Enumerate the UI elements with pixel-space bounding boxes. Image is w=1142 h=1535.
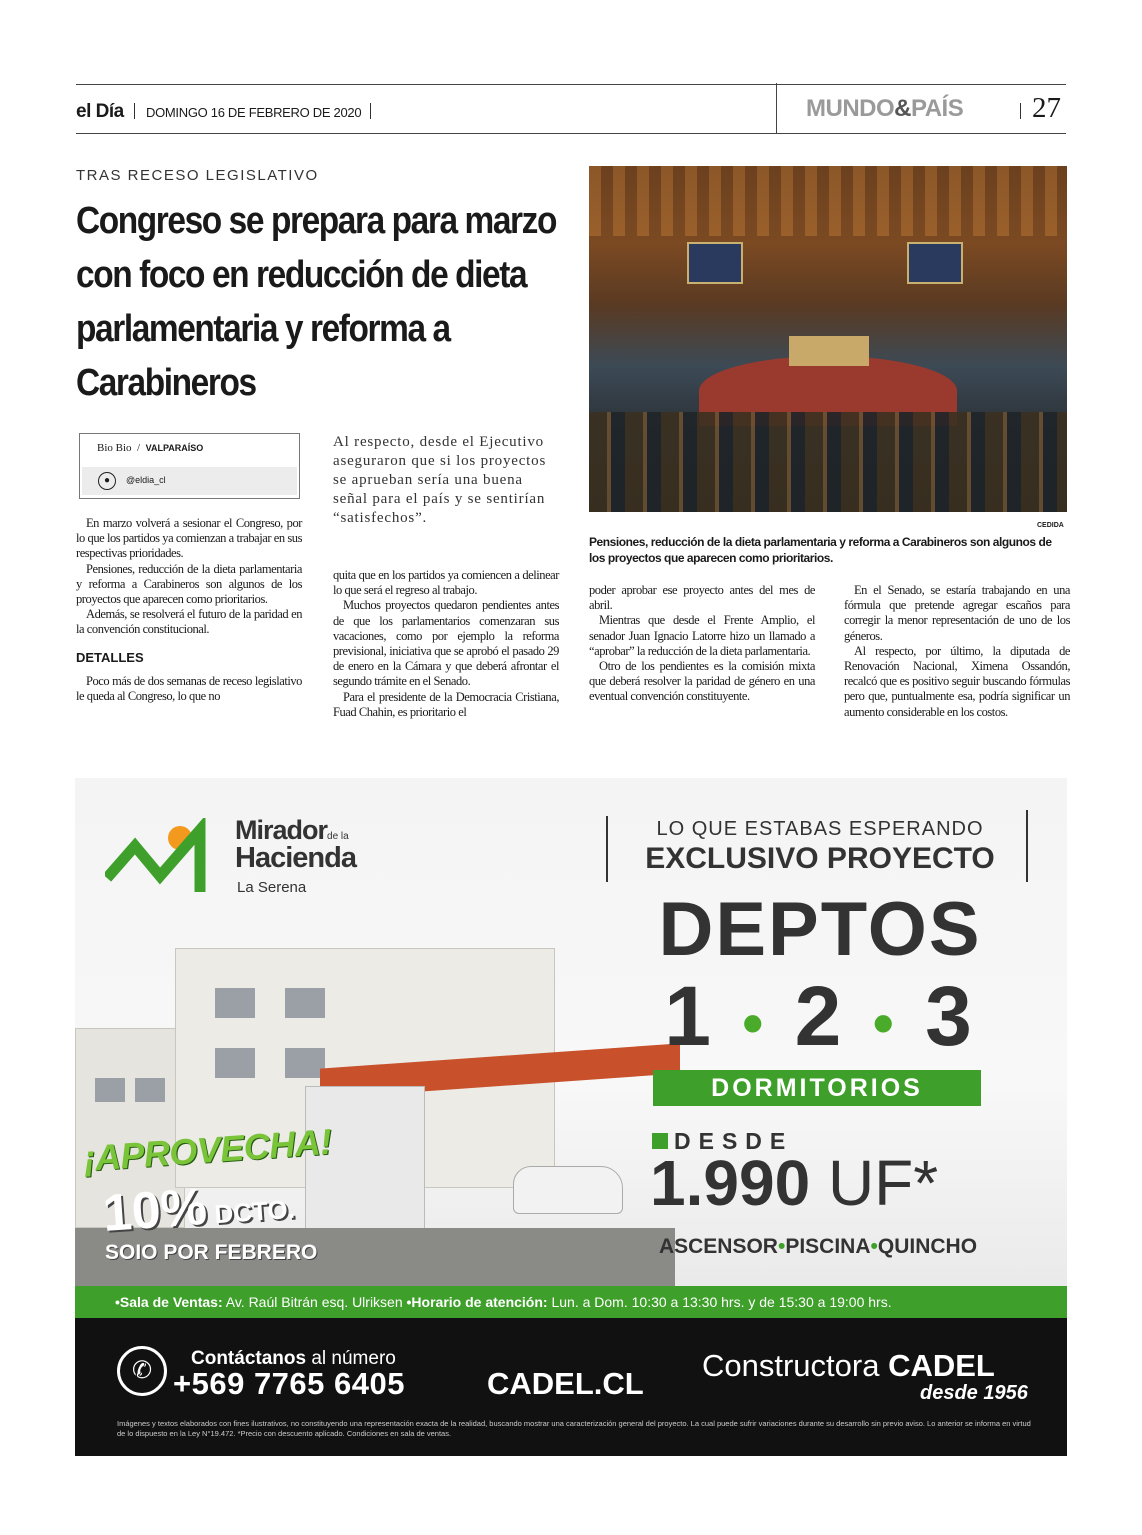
- promo-period: SOIO POR FEBRERO: [105, 1241, 318, 1264]
- header-separator: [134, 103, 135, 119]
- contact-footer: [75, 1318, 1067, 1456]
- issue-date: DOMINGO 16 DE FEBRERO DE 2020: [146, 105, 362, 120]
- paragraph: Otro de los pendientes es la comisión mixta que deberá resolver la paridad de género en una eventual convención constituyente.: [589, 659, 815, 704]
- header-separator: [1020, 103, 1021, 119]
- byline-separator: /: [137, 442, 141, 454]
- article-headline: Congreso se prepara para marzo con foco en reducción de dieta parlamentaria y reforma a Carabineros: [76, 200, 556, 404]
- page-header: [76, 92, 1066, 131]
- paragraph: Además, se resolverá el futuro de la paridad en la convención constitucional.: [76, 607, 302, 637]
- paragraph: Para el presidente de la Democracia Cristiana, Fuad Chahin, es prioritario el: [333, 689, 559, 719]
- twitter-handle[interactable]: @eldia_cl: [126, 475, 166, 485]
- photo-desk: [789, 336, 869, 366]
- real-estate-ad: [75, 778, 1067, 1456]
- paragraph: Pensiones, reducción de la dieta parlamentaria y reforma a Carabineros son algunos de los proyectos que aparecen como prioritarios.: [76, 561, 302, 607]
- photo-credit: CEDIDA: [1037, 522, 1064, 529]
- amenities: ASCENSOR•PISCINA•QUINCHO: [658, 1235, 978, 1258]
- window: [285, 1048, 325, 1078]
- bedroom-options: 1 • 2 • 3: [664, 969, 976, 1063]
- newspaper-name: el Día: [76, 101, 124, 122]
- byline-author: Bio Bio: [97, 442, 132, 454]
- header-separator: [370, 103, 371, 119]
- congress-photo: [589, 166, 1067, 512]
- promo-headline: ¡APROVECHA!: [82, 1120, 333, 1180]
- subheading: DETALLES: [76, 649, 144, 665]
- byline-place: VALPARAÍSO: [145, 443, 204, 453]
- article-column-4: [844, 583, 1070, 720]
- window: [215, 988, 255, 1018]
- photo-screen-right: [907, 242, 963, 284]
- paragraph: Mientras que desde el Frente Amplio, el senador Juan Ignacio Latorre hizo un llamado a “aprobar” la reducción de la dieta parlamentaria.: [589, 613, 815, 658]
- paragraph: Poco más de dos semanas de receso legislativo le queda al Congreso, lo que no: [76, 673, 302, 704]
- builder-name: Constructora CADEL: [702, 1348, 995, 1383]
- header-top-rule: [76, 84, 1066, 85]
- byline-box: [79, 433, 300, 499]
- paragraph: En marzo volverá a sesionar el Congreso, por lo que los partidos ya comienzan a trabajar en sus respectivas prioridades.: [76, 516, 302, 561]
- website-link[interactable]: CADEL.CL: [487, 1366, 644, 1401]
- logo-city: La Serena: [237, 879, 307, 896]
- photo-ceiling: [589, 166, 1067, 236]
- fine-print: Imágenes y textos elaborados con fines ilustrativos, no constituyendo una representación exacta de la realidad, buscando mostrar una caracterización general del proyecto. La cual puede sufrir variaciones durante su desarrollo sin previo aviso. Lo anterior se informa en virtud de lo dispuesto en la Ley N°19.472. *Precio con descuento aplicado. Condiciones en sala de ventas.: [117, 1419, 1031, 1438]
- price: 1.990 UF*: [650, 1147, 939, 1219]
- bracket-left: [606, 816, 608, 882]
- builder-since: desde 1956: [920, 1382, 1028, 1404]
- byline-author-row: [97, 442, 203, 454]
- paragraph: poder aprobar ese proyecto antes del mes de abril.: [589, 583, 815, 613]
- contact-label: Contáctanos al número: [191, 1348, 396, 1369]
- logo-name-line2: Hacienda: [235, 842, 356, 874]
- section-title: MUNDO&PAÍS: [806, 95, 964, 122]
- dormitorios-banner: DORMITORIOS: [653, 1070, 981, 1106]
- paragraph: quita que en los partidos ya comiencen a delinear lo que será el regreso al trabajo.: [333, 568, 559, 598]
- photo-caption: Pensiones, reducción de la dieta parlamentaria y reforma a Carabineros son algunos de los proyectos que aparecen como prioritarios.: [589, 535, 1052, 565]
- whatsapp-icon: ✆: [117, 1346, 167, 1396]
- window: [215, 1048, 255, 1078]
- paragraph: Muchos proyectos quedaron pendientes antes de que los parlamentarios comenzaran sus vacaciones, como por ejemplo la reforma previsional, iniciativa que se aprobó el pasado 29 de enero en la Cámara y que deberá afrontar el segundo trámite en el Senado.: [333, 598, 559, 689]
- car-image: [513, 1166, 623, 1214]
- article-column-3: [589, 583, 815, 705]
- byline-social-row: [82, 467, 297, 495]
- ad-tagline-2: EXCLUSIVO PROYECTO: [645, 842, 995, 875]
- pull-quote: Al respecto, desde el Ejecutivo aseguraron que si los proyectos se aprueban sería una buena señal para el país y se sentirían “satisfechos”.: [333, 434, 547, 526]
- ad-deptos: DEPTOS: [658, 887, 982, 972]
- paragraph: Al respecto, por último, la diputada de Renovación Nacional, Ximena Ossandón, recalcó que es positivo seguir buscando fórmulas pero que, puntualmente esa, podría significar un aumento considerable en los costos.: [844, 643, 1070, 719]
- twitter-icon: ●: [98, 472, 116, 490]
- paragraph: En el Senado, se estaría trabajando en una fórmula que pretende agregar escaños para corregir la menor representación de uno de los géneros.: [844, 583, 1070, 643]
- article-column-1: [76, 516, 302, 704]
- mountain-sun-logo-icon: [105, 818, 230, 898]
- header-divider: [776, 83, 777, 133]
- window: [285, 988, 325, 1018]
- page-number: 27: [1032, 92, 1061, 124]
- ad-tagline-1: LO QUE ESTABAS ESPERANDO: [656, 818, 984, 840]
- sales-info-bar: •Sala de Ventas: Av. Raúl Bitrán esq. Ulriksen •Horario de atención: Lun. a Dom. 10:30 a 13:30 hrs. y de 15:30 a 19:00 hrs.: [75, 1286, 1067, 1318]
- photo-screen-left: [687, 242, 743, 284]
- price-from-label: DESDE: [652, 1128, 793, 1155]
- window: [95, 1078, 125, 1102]
- contact-phone[interactable]: +569 7765 6405: [173, 1366, 405, 1401]
- header-bottom-rule: [76, 133, 1066, 134]
- logo-name-line1: Miradorde la: [235, 815, 349, 845]
- article-kicker: TRAS RECESO LEGISLATIVO: [76, 167, 319, 184]
- promo-discount: 10% DCTO.: [100, 1177, 296, 1244]
- article-column-2: [333, 568, 559, 720]
- photo-seats: [589, 412, 1067, 512]
- window: [135, 1078, 165, 1102]
